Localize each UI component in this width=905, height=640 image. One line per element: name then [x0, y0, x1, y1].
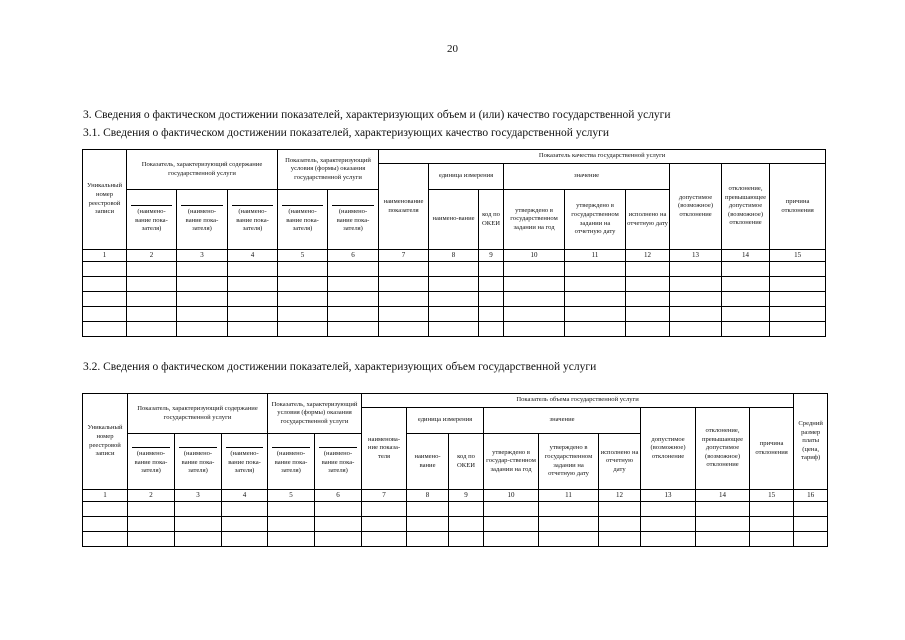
- indicator-name-sub: (наимено-вание пока-зателя): [127, 190, 177, 250]
- col-number: 2: [128, 490, 175, 502]
- executed-header: исполнено на отчетную дату: [599, 434, 641, 490]
- indicator-name-sub: (наимено-вание пока-зателя): [222, 434, 268, 490]
- col-number: 7: [379, 250, 429, 262]
- col-number: 13: [670, 250, 722, 262]
- col-number: 5: [278, 250, 328, 262]
- col-number: 1: [83, 490, 128, 502]
- approved-date-header: утверждено в государственном задании на отчетную дату: [539, 434, 599, 490]
- section-3-1-heading: 3.1. Сведения о фактическом достижении показателей, характеризующих качество государственной услуги: [83, 127, 610, 139]
- executed-header: исполнено на отчетную дату: [626, 190, 670, 250]
- content-indicator-group: Показатель, характеризующий содержание государственной услуги: [128, 394, 268, 434]
- okei-header: код по ОКЕИ: [449, 434, 484, 490]
- indicator-name-sub: (наимено-вание пока-зателя): [315, 434, 362, 490]
- col-number: 12: [626, 250, 670, 262]
- deviation-reason-header: причина отклонения: [750, 408, 794, 490]
- indicator-name-sub: (наимено-вание пока-зателя): [228, 190, 278, 250]
- col-number: 14: [722, 250, 770, 262]
- col-number: 10: [484, 490, 539, 502]
- approved-date-header: утверждено в государственном задании на отчетную дату: [565, 190, 626, 250]
- average-price-header: Средний размер платы (цена, тариф): [794, 394, 828, 490]
- indicator-name-sub: (наимено-вание пока-зателя): [268, 434, 315, 490]
- indicator-name-header: наименование показателя: [379, 164, 429, 250]
- section-3-heading: 3. Сведения о фактическом достижении показателей, характеризующих объем и (или) качество государственной услуги: [83, 109, 671, 121]
- col-number: 16: [794, 490, 828, 502]
- unique-reg-header: Уникальный номер реестровой записи: [83, 394, 128, 490]
- okei-header: код по ОКЕИ: [479, 190, 504, 250]
- column-numbers-row: [83, 490, 828, 502]
- unit-header: единица измерения: [429, 164, 504, 190]
- col-number: 2: [127, 250, 177, 262]
- column-numbers-row: [83, 250, 826, 262]
- col-number: 14: [696, 490, 750, 502]
- indicator-name-sub: (наимено-вание пока-зателя): [278, 190, 328, 250]
- indicator-name-sub: (наимено-вание пока-зателя): [175, 434, 222, 490]
- col-number: 8: [407, 490, 449, 502]
- col-number: 4: [228, 250, 278, 262]
- empty-row: [83, 322, 826, 337]
- col-number: 13: [641, 490, 696, 502]
- indicator-name-header: наименова-ние показа-теля: [362, 408, 407, 490]
- col-number: 12: [599, 490, 641, 502]
- empty-row: [83, 307, 826, 322]
- col-number: 9: [449, 490, 484, 502]
- col-number: 10: [504, 250, 565, 262]
- allowed-deviation-header: допустимое (возможное) отклонение: [641, 408, 696, 490]
- col-number: 5: [268, 490, 315, 502]
- empty-row: [83, 517, 828, 532]
- volume-indicators-table: [82, 393, 828, 547]
- page-number: 20: [447, 43, 458, 55]
- allowed-deviation-header: допустимое (возможное) отклонение: [670, 164, 722, 250]
- deviation-reason-header: причина отклонения: [770, 164, 826, 250]
- conditions-indicator-group: Показатель, характеризующий условия (формы) оказания государственной услуги: [278, 150, 379, 190]
- unit-name-header: наимено-вание: [407, 434, 449, 490]
- col-number: 6: [328, 250, 379, 262]
- approved-year-header: утверждено в государ-ственном задании на год: [484, 434, 539, 490]
- col-number: 11: [539, 490, 599, 502]
- col-number: 1: [83, 250, 127, 262]
- col-number: 8: [429, 250, 479, 262]
- approved-year-header: утверждено в государственном задании на год: [504, 190, 565, 250]
- empty-row: [83, 502, 828, 517]
- indicator-name-sub: (наимено-вание пока-зателя): [328, 190, 379, 250]
- exceeding-deviation-header: отклонение, превышающее допустимое (возможное) отклонение: [722, 164, 770, 250]
- empty-row: [83, 292, 826, 307]
- conditions-indicator-group: Показатель, характеризующий условия (формы) оказания государственной услуги: [268, 394, 362, 434]
- quality-indicator-group: Показатель качества государственной услуги: [379, 150, 826, 164]
- col-number: 9: [479, 250, 504, 262]
- value-header: значение: [504, 164, 670, 190]
- quality-indicators-table: [82, 149, 826, 337]
- unit-name-header: наимено-вание: [429, 190, 479, 250]
- indicator-name-sub: (наимено-вание пока-зателя): [177, 190, 228, 250]
- col-number: 15: [770, 250, 826, 262]
- col-number: 3: [177, 250, 228, 262]
- empty-row: [83, 262, 826, 277]
- unique-reg-header: Уникальный номер реестровой записи: [83, 150, 127, 250]
- empty-row: [83, 277, 826, 292]
- section-3-2-heading: 3.2. Сведения о фактическом достижении показателей, характеризующих объем государственной услуги: [83, 361, 597, 373]
- volume-indicator-group: Показатель объема государственной услуги: [362, 394, 794, 408]
- col-number: 7: [362, 490, 407, 502]
- col-number: 6: [315, 490, 362, 502]
- col-number: 15: [750, 490, 794, 502]
- unit-header: единица измерения: [407, 408, 484, 434]
- exceeding-deviation-header: отклонение, превышающее допустимое (возможное) отклонение: [696, 408, 750, 490]
- empty-row: [83, 532, 828, 547]
- indicator-name-sub: (наимено-вание пока-зателя): [128, 434, 175, 490]
- value-header: значение: [484, 408, 641, 434]
- col-number: 3: [175, 490, 222, 502]
- col-number: 4: [222, 490, 268, 502]
- content-indicator-group: Показатель, характеризующий содержание государственной услуги: [127, 150, 278, 190]
- col-number: 11: [565, 250, 626, 262]
